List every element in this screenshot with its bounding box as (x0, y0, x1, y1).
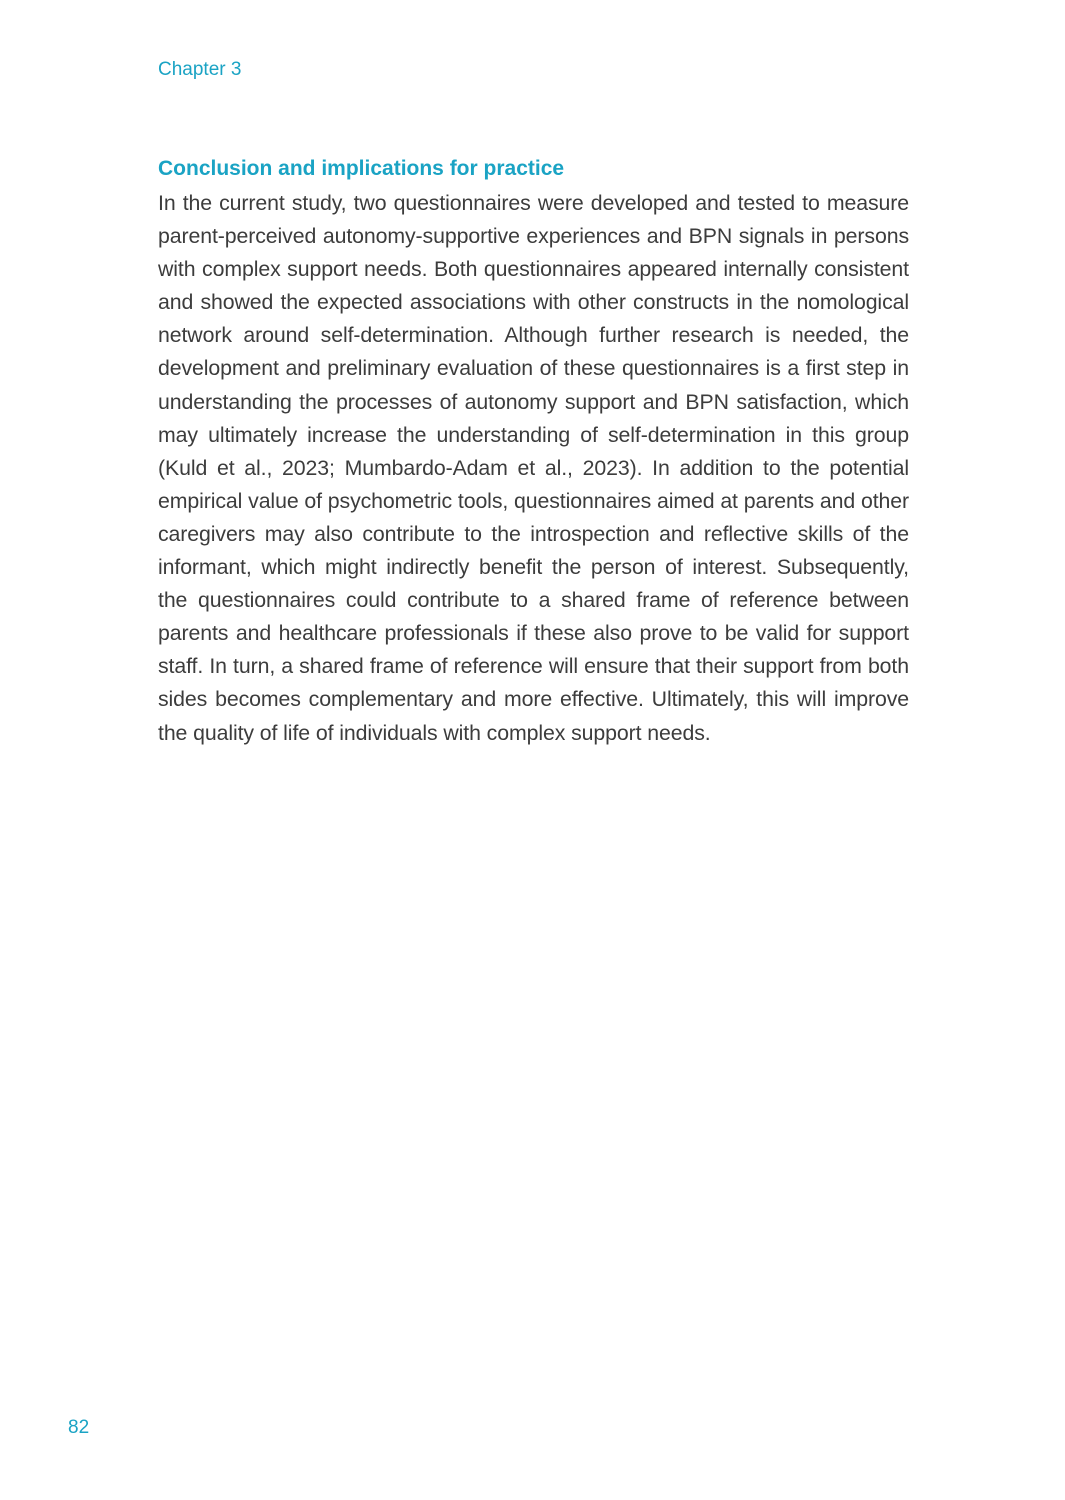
running-header-chapter: Chapter 3 (158, 59, 242, 80)
body-paragraph: In the current study, two questionnaires were developed and tested to measure parent-perceived autonomy-supportive experiences and BPN signals in persons with complex support needs. Both questionnaires appeared internally consistent and showed the expected associations with other constructs in the nomological network around self-determination. Although further research is needed, the development and preliminary evaluation of these questionnaires is a first step in understanding the processes of autonomy support and BPN satisfaction, which may ultimately increase the understanding of self-determination in this group (Kuld et al., 2023; Mumbardo-Adam et al., 2023). In addition to the potential empirical value of psychometric tools, questionnaires aimed at parents and other caregivers may also contribute to the introspection and reflective skills of the informant, which might indirectly benefit the person of interest. Subsequently, the questionnaires could contribute to a shared frame of reference between parents and healthcare professionals if these also prove to be valid for support staff. In turn, a shared frame of reference will ensure that their support from both sides becomes complementary and more effective. Ultimately, this will improve the quality of life of individuals with complex support needs. (158, 191, 909, 745)
section-heading: Conclusion and implications for practice (158, 157, 565, 180)
page-number: 82 (68, 1417, 90, 1438)
conclusion-section (158, 154, 909, 750)
